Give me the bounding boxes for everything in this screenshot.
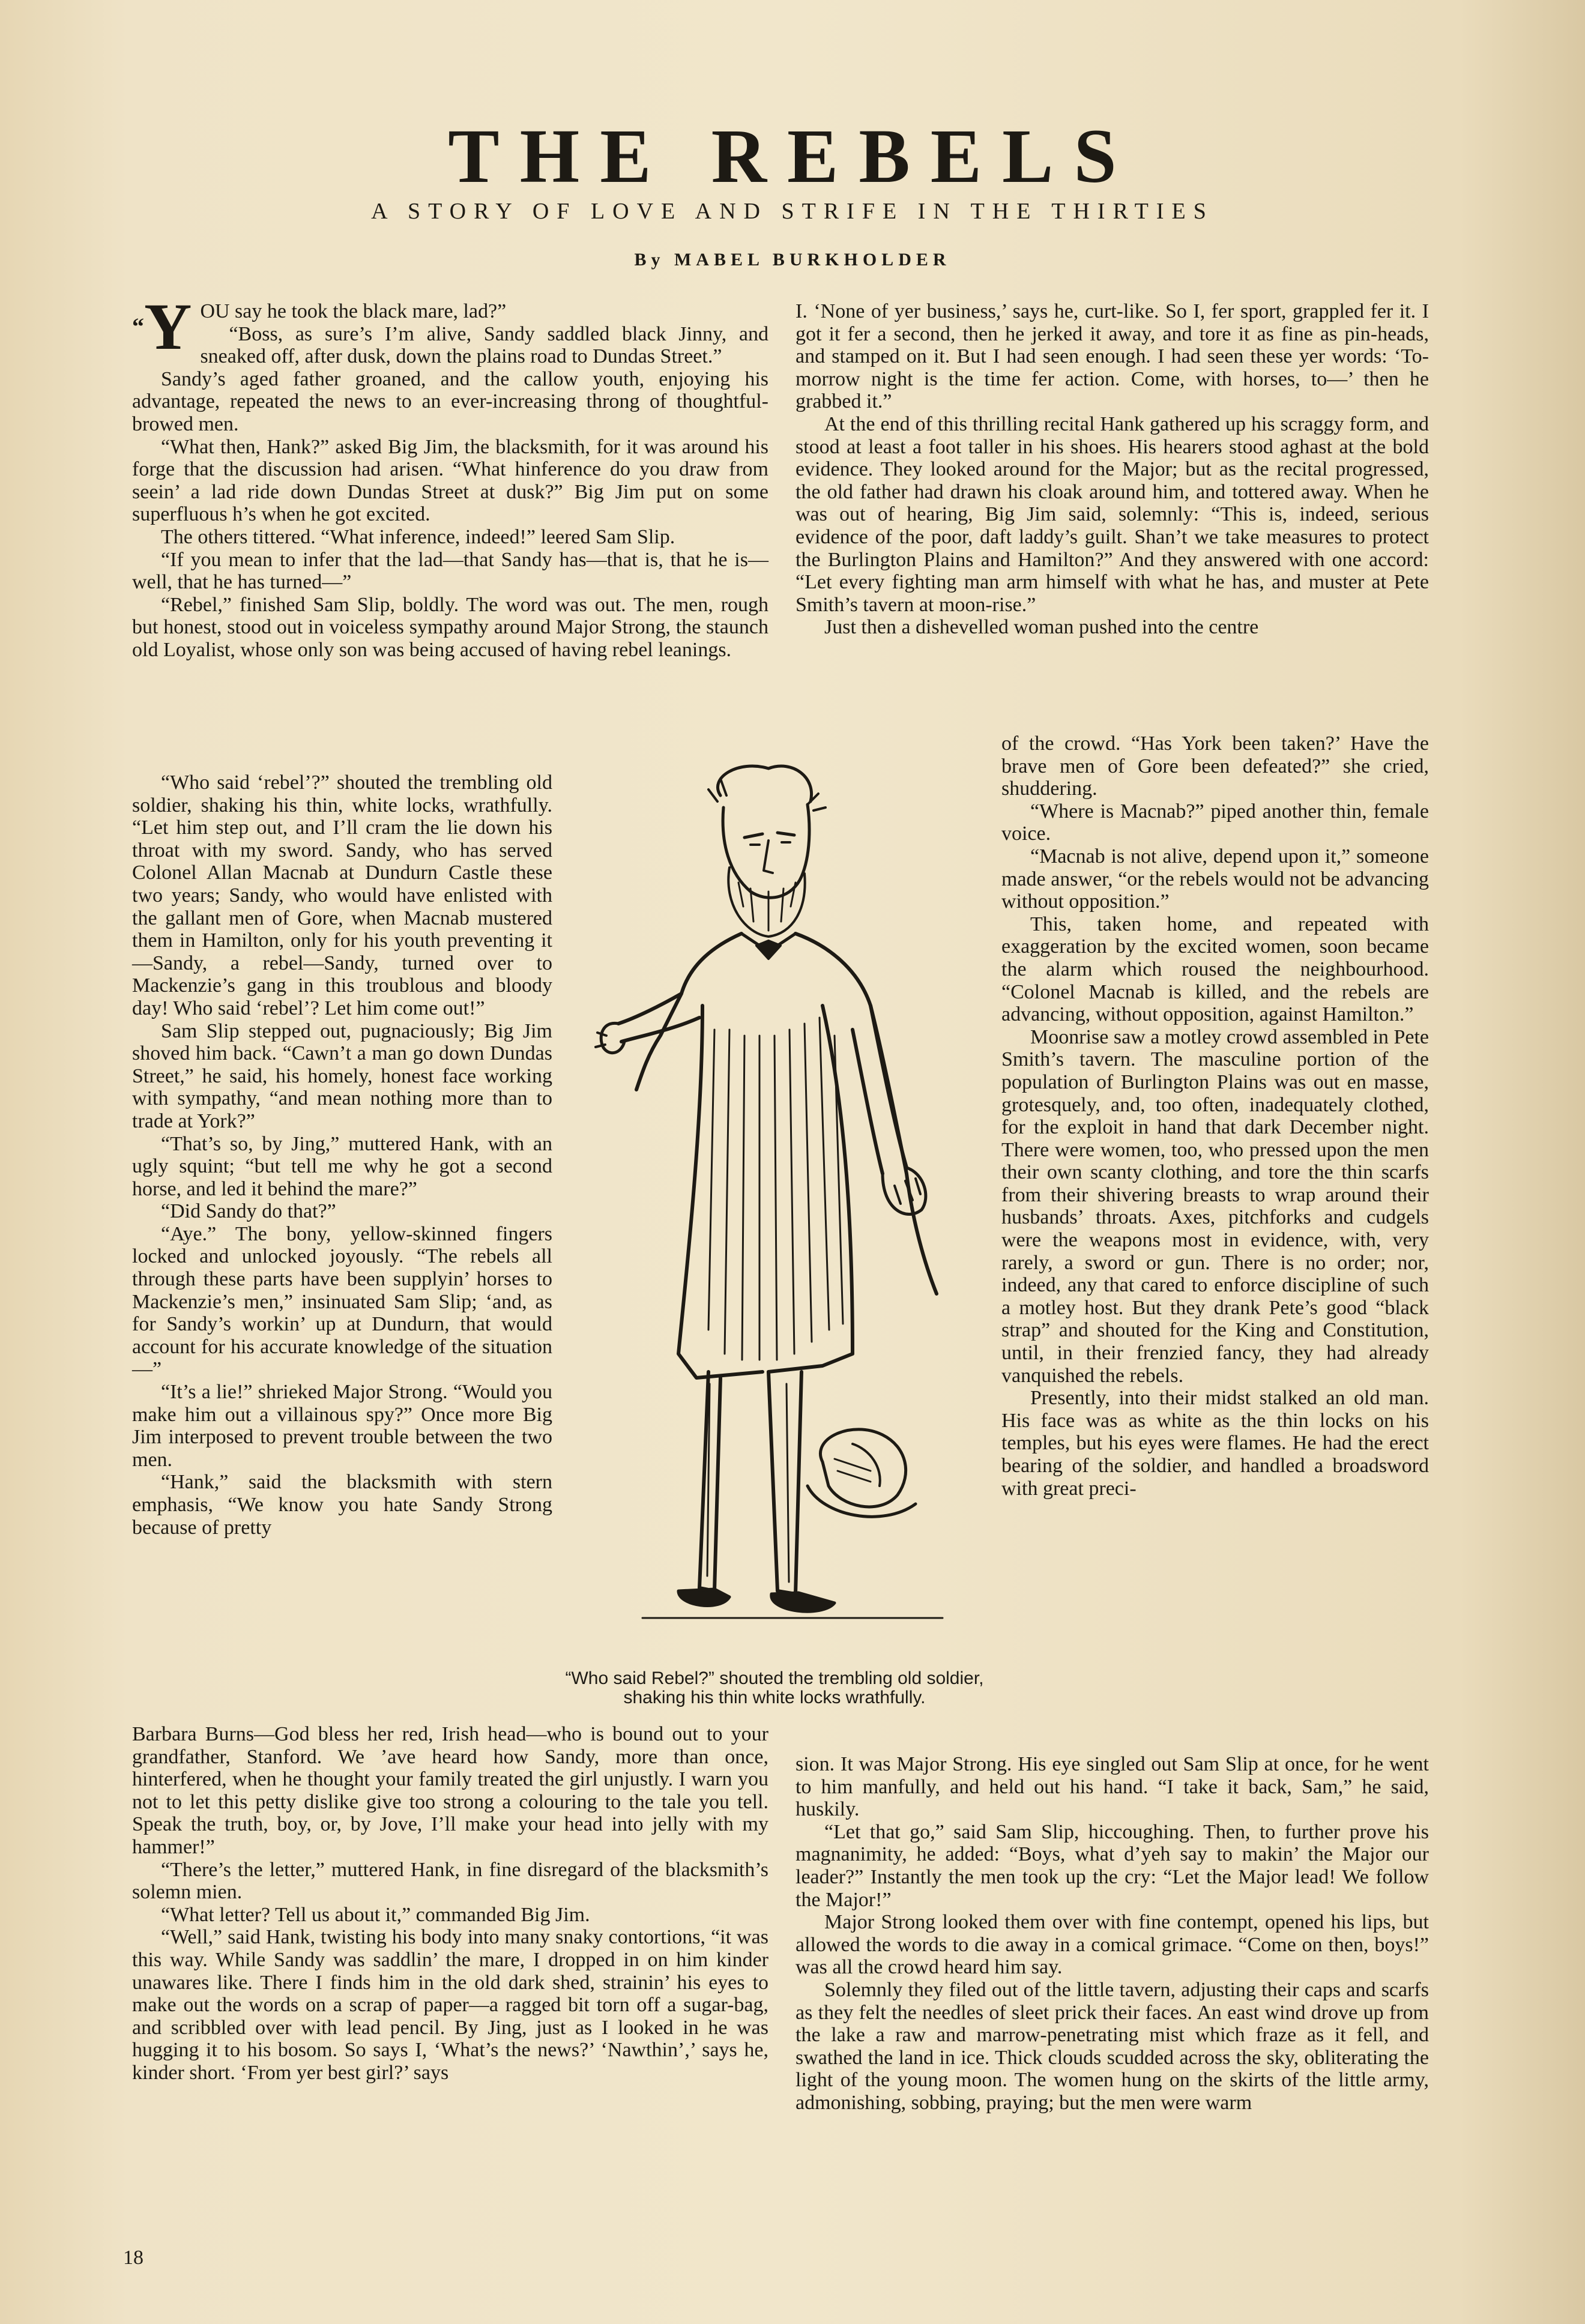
story-title: THE REBELS [448,113,1137,199]
paragraph: “Let that go,” said Sam Slip, hiccoughing. Then, to further prove his magnanimity, he added: “Boys, what d’yeh say to makin’ the Major our leader?” Instantly the men took up the cry: “Let the Major lead! We follow the Major!” [796,1820,1429,1911]
paragraph: Major Strong looked them over with fine contempt, opened his lips, but allowed the words to die away in a comical grimace. “Come on then, boys!” was all the crowd heard him say. [796,1911,1429,1979]
author-byline: By MABEL BURKHOLDER [634,250,951,270]
paragraph: “What letter? Tell us about it,” commanded Big Jim. [161,1903,590,1926]
paragraph: “Did Sandy do that?” [161,1200,336,1223]
paragraph: “If you mean to infer that the lad—that Sandy has—that is, that he is—well, that he has turned—” [132,548,768,594]
paragraph: of the crowd. “Has York been taken?’ Have the brave men of Gore been defeated?” she cried, shuddering. [1001,732,1429,800]
paragraph: “Who said ‘rebel’?” shouted the trembling old soldier, shaking his thin, white locks, wrathfully. “Let him step out, and I’ll cram the lie down his throat with my sword. Sandy, who has served Colonel Allan Macnab at Dundurn Castle these two years; Sandy, who would have enlisted with the gallant men of Gore, when Macnab mustered them in Hamilton, only for his youth preventing it—Sandy, a rebel—Sandy, turned over to Mackenzie’s gang in this troublous and bloody day! Who said ‘rebel’? Let him come out!” [132,771,552,1019]
paragraph: Moonrise saw a motley crowd assembled in Pete Smith’s tavern. The masculine portion of the population of Burlington Plains was out en masse, grotesquely, and, too often, inadequately clothed, for the exploit in hand that dark December night. There were women, too, who pressed upon the men their own scanty clothing, and tore the thin scarfs from their shivering breasts to wrap around their husbands’ throats. Axes, pitchforks and cudgels were the weapons most in evidence, with, very rarely, a sword or gun. There is no order; nor, indeed, any that cared to enforce discipline of such a motley host. But they drank Pete’s good “black strap” and shouted for the King and Constitution, until, in their frenzied fancy, they had already vanquished the rebels. [1001,1025,1429,1387]
paragraph: “Well,” said Hank, twisting his body into many snaky contortions, “it was this way. While Sandy was saddlin’ the mare, I dropped in on him kinder unawares like. There I finds him in the old dark shed, strainin’ his eyes to make out the words on a scrap of paper—a ragged bit torn off a sugar-bag, and scribbled over with lead pencil. By Jing, just as I looked in he was hugging it to his bosom. So says I, ‘What’s the news?’ ‘Nawthin’,’ says he, kinder short. ‘From yer best girl?’ says [132,1926,768,2084]
paragraph: The others tittered. “What inference, indeed!” leered Sam Slip. [161,525,675,548]
right-column-narrow [1001,732,1429,1500]
paragraph: “Macnab is not alive, depend upon it,” someone made answer, “or the rebels would not be advancing without opposition.” [1001,845,1429,913]
left-column-top [132,290,768,662]
paragraph: sion. It was Major Strong. His eye singled out Sam Slip at once, for he went to him manfully, and held out his hand. “I take it back, Sam,” he said, huskily. [796,1753,1429,1821]
paragraph: Presently, into their midst stalked an old man. His face was as white as the thin locks on his temples, but his eyes were flames. He had the erect bearing of the soldier, and handled a broadsword with great preci- [1001,1387,1429,1500]
right-column-top [796,300,1429,639]
opening-paragraph: “Y OU say he took the black mare, lad?” [132,290,507,363]
paragraph: This, taken home, and repeated with exaggeration by the excited women, soon became the alarm which roused the neighbourhood. “Colonel Macnab is killed, and the rebels are advancing, without opposition, against Hamilton.” [1001,913,1429,1026]
paragraph: “It’s a lie!” shrieked Major Strong. “Would you make him out a villainous spy?” Once more Big Jim interposed to prevent trouble between the two men. [132,1381,552,1471]
right-column-bottom [796,1753,1429,2114]
illustration-caption: “Who said Rebel?” shouted the trembling old soldier, shaking his thin white locks wrathfully. [565,1668,984,1707]
story-subtitle: A STORY OF LOVE AND STRIFE IN THE THIRTIES [371,199,1214,224]
paragraph: “There’s the letter,” muttered Hank, in fine disregard of the blacksmith’s solemn mien. [132,1858,768,1904]
paragraph: “That’s so, by Jing,” muttered Hank, with an ugly squint; “but tell me why he got a second horse, and led it behind the mare?” [132,1132,552,1200]
drop-cap: “Y [132,290,192,363]
page-number: 18 [123,2247,143,2269]
paragraph: “What then, Hank?” asked Big Jim, the blacksmith, for it was around his forge that the discussion had arisen. “What hinference do you draw from seein’ a lad ride down Dundas Street at dusk?” Big Jim put on some superfluous h’s when he got excited. [132,435,768,526]
paragraph: At the end of this thrilling recital Hank gathered up his scraggy form, and stood at least a foot taller in his shoes. His hearers stood aghast at the bold evidence. They looked around for the Major; but as the recital progressed, the old father had drawn his cloak around him, and tottered away. When he was out of hearing, Big Jim said, solemnly: “This is, indeed, serious evidence of the poor, daft laddy’s guilt. Shan’t we take measures to protect the Burlington Plains and Hamilton?” And they answered with one accord: “Let every fighting man arm himself with what he has, and muster at Pete Smith’s tavern at moon-rise.” [796,412,1429,616]
paragraph: “Boss, as sure’s I’m alive, Sandy saddled black Jinny, and sneaked off, after dusk, down the plains road to Dundas Street.” [200,322,768,368]
paragraph: Barbara Burns—God bless her red, Irish head—who is bound out to your grandfather, Stanford. We ’ave heard how Sandy, more than once, hinterfered, when he thought your family treated the girl unjustly. I warn you not to let this petty dislike give too strong a colouring to the tale you tell. Speak the truth, boy, or, by Jove, I’ll make your head into jelly with my hammer!” [132,1723,768,1858]
old-soldier-illustration [570,753,985,1672]
paragraph: “Rebel,” finished Sam Slip, boldly. The word was out. The men, rough but honest, stood out in voiceless sympathy around Major Strong, the staunch old Loyalist, whose only son was being accused of having rebel leanings. [132,593,768,661]
paragraph: Sandy’s aged father groaned, and the callow youth, enjoying his advantage, repeated the news to an ever-increasing throng of thoughtful-browed men. [132,367,768,435]
left-column-bottom [132,1723,768,2084]
paragraph: Solemnly they filed out of the little tavern, adjusting their caps and scarfs as they felt the needles of sleet prick their faces. An east wind drove up from the lake a raw and marrow-penetrating mist which fraze as it fell, and swathed the land in ice. Thick clouds scudded across the sky, obliterating the light of the young moon. The women hung on the skirts of the little army, admonishing, sobbing, praying; but the men were warm [796,1978,1429,2114]
paragraph: “Aye.” The bony, yellow-skinned fingers locked and unlocked joyously. “The rebels all through these parts have been supplyin’ horses to Mackenzie’s men,” insinuated Sam Slip; ‘and, as for Sandy’s workin’ up at Dundurn, that would account for his accurate knowledge of the situation—” [132,1222,552,1381]
paragraph: Sam Slip stepped out, pugnaciously; Big Jim shoved him back. “Cawn’t a man go down Dundas Street,” he said, his homely, honest face working with sympathy, “and mean nothing more than to trade at York?” [132,1019,552,1132]
paragraph: “Where is Macnab?” piped another thin, female voice. [1001,800,1429,845]
paragraph: I. ‘None of yer business,’ says he, curt-like. So I, fer sport, grappled fer it. I got it fer a second, then he jerked it away, and tore it as fine as pin-heads, and stamped on it. But I had seen enough. I had seen these yer words: ‘To-morrow night is the time fer action. Come, with horses, to—’ then he grabbed it.” [796,300,1429,413]
paragraph: Just then a dishevelled woman pushed into the centre [824,616,1259,639]
paragraph: “Hank,” said the blacksmith with stern emphasis, “We know you hate Sandy Strong because of pretty [132,1471,552,1539]
left-column-narrow [132,771,552,1539]
